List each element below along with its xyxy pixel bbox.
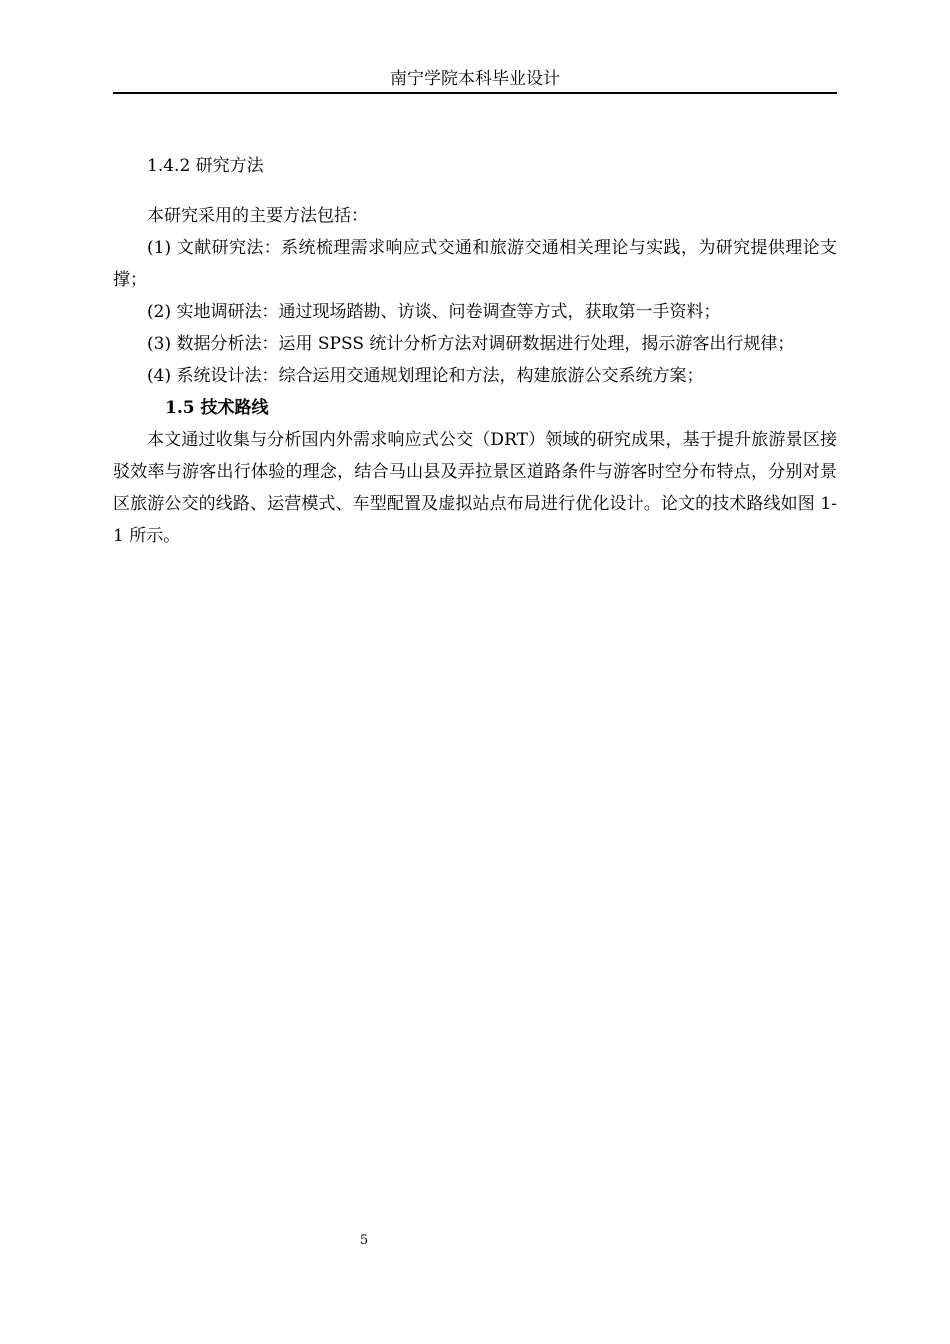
page-number: 5 bbox=[359, 1233, 369, 1248]
method-item-3: (3) 数据分析法：运用 SPSS 统计分析方法对调研数据进行处理，揭示游客出行规律； bbox=[147, 334, 795, 354]
method-item-2: (2) 实地调研法：通过现场踏勘、访谈、问卷调查等方式，获取第一手资料； bbox=[147, 302, 721, 322]
header-title: 南宁学院本科毕业设计 bbox=[390, 69, 560, 89]
method-item-1: (1) 文献研究法：系统梳理需求响应式交通和旅游交通相关理论与实践，为研究提供理论支撑； bbox=[113, 238, 837, 290]
section-heading: 1.5 技术路线 bbox=[165, 398, 269, 418]
section-paragraph: 本文通过收集与分析国内外需求响应式公交（DRT）领域的研究成果，基于提升旅游景区接驳效率与游客出行体验的理念，结合马山县及弄拉景区道路条件与游客时空分布特点，分别对景区旅游公交的线路、运营模式、车型配置及虚拟站点布局进行优化设计。论文的技术路线如图 1-1 所示。 bbox=[113, 430, 837, 546]
page-body bbox=[113, 150, 837, 552]
subsection-heading: 1.4.2 研究方法 bbox=[147, 156, 264, 176]
method-item-4: (4) 系统设计法：综合运用交通规划理论和方法，构建旅游公交系统方案； bbox=[147, 366, 704, 386]
methods-intro: 本研究采用的主要方法包括： bbox=[147, 206, 368, 226]
page-header bbox=[113, 66, 837, 94]
